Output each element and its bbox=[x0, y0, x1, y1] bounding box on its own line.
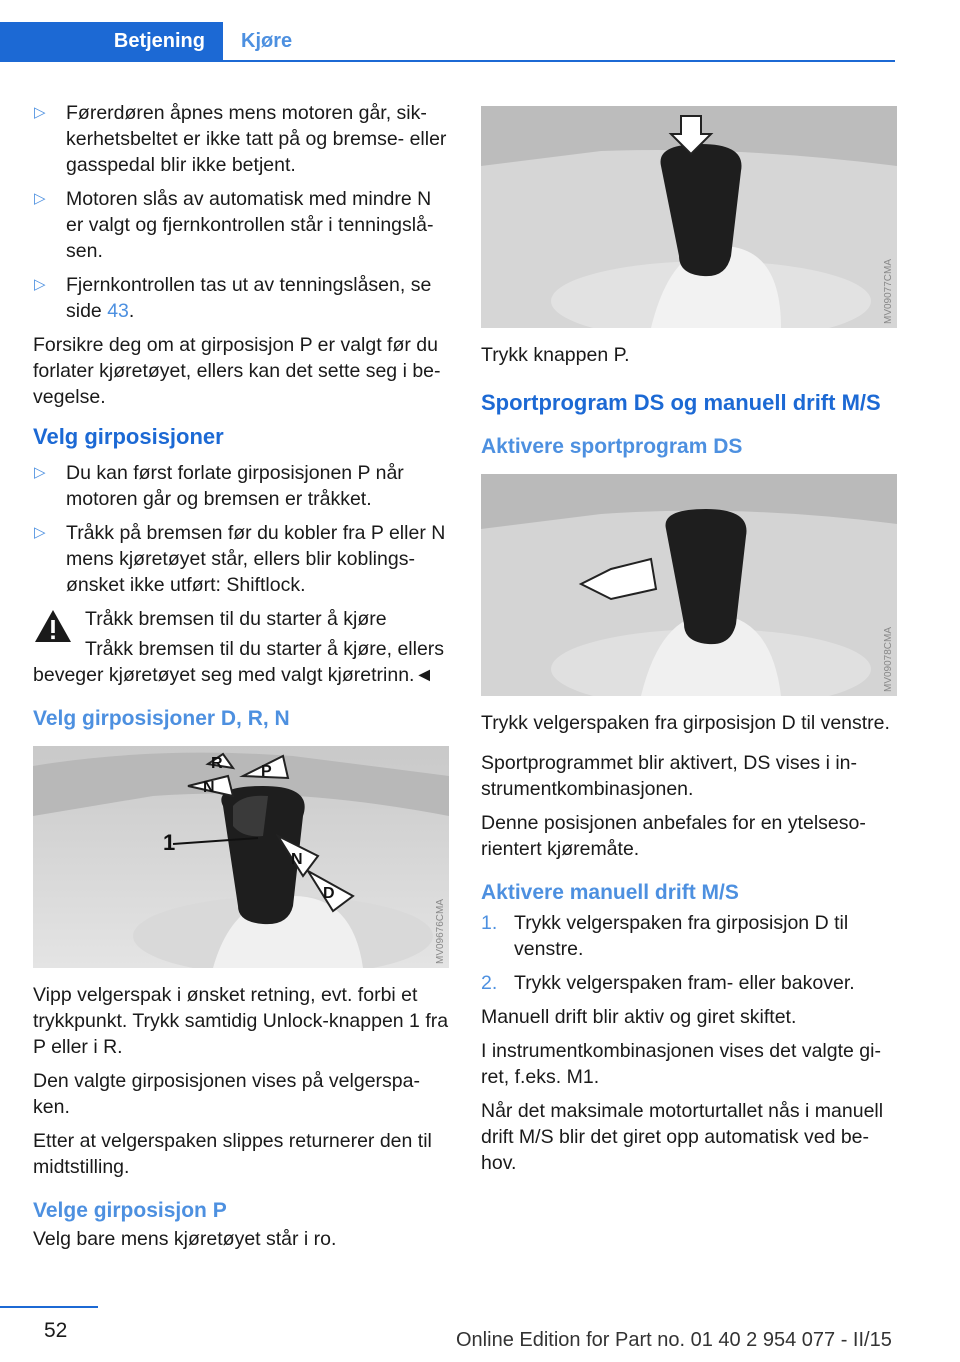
heading-velge-p: Velge girposisjon P bbox=[33, 1199, 227, 1222]
list-item: 2. Trykk velgerspaken fram- eller bakover. bbox=[481, 972, 855, 994]
list-item: ▷ Du kan først forlate girposisjonen P når motoren går og bremsen er tråkket. bbox=[34, 462, 404, 510]
edition-text: Online Edition for Part no. 01 40 2 954 077 - II/15 bbox=[456, 1329, 892, 1351]
img3-code: MV09078CMA bbox=[883, 626, 894, 692]
footer-rule bbox=[0, 1306, 98, 1308]
header-rule bbox=[0, 60, 895, 62]
gear-lever-p-image bbox=[481, 106, 897, 328]
list-item: ▷ Førerdøren åpnes mens motoren går, sikkerhetsbeltet er ikke tatt på og bremse- eller gasspedal blir ikke betjent. bbox=[34, 102, 447, 176]
page-number: 52 bbox=[44, 1319, 68, 1342]
paragraph-ms2: I instrumentkombinasjonen vises det valgte giret, f.eks. M1. bbox=[481, 1040, 881, 1088]
paragraph-ds2: Sportprogrammet blir aktivert, DS vises i instrumentkombinasjonen. bbox=[481, 752, 858, 800]
paragraph-ds3: Denne posisjonen anbefales for en ytelsesorientert kjøremåte. bbox=[481, 812, 866, 860]
img1-label-n-top: N bbox=[203, 779, 215, 796]
bullet-list-conditions bbox=[33, 100, 449, 324]
header-tabs bbox=[0, 22, 895, 62]
list-item: ▷ Tråkk på bremsen før du kobler fra P eller N mens kjøretøyet står, ellers blir koblingsønsket ikke utført: Shiftlock. bbox=[34, 522, 446, 596]
list-item: ▷ Motoren slås av automatisk med mindre N er valgt og fjernkontrollen står i tenningslåsen. bbox=[34, 188, 434, 262]
triangle-bullet-icon: ▷ bbox=[34, 104, 46, 121]
triangle-bullet-icon: ▷ bbox=[34, 190, 46, 207]
step-number: 2. bbox=[481, 972, 498, 994]
list-item: ▷ Fjernkontrollen tas ut av tenningslåsen, se side 43. bbox=[34, 274, 432, 322]
gear-lever-ds-image bbox=[481, 474, 897, 696]
list-item: 1. Trykk velgerspaken fra girposisjon D til venstre. bbox=[481, 912, 849, 960]
callout-1: 1 bbox=[163, 830, 176, 855]
img1-label-r: R bbox=[211, 755, 223, 772]
gear-lever-drn-image bbox=[33, 746, 449, 968]
img1-code: MV09676CMA bbox=[435, 898, 446, 964]
warning-text: Tråkk bremsen til du starter å kjøre, ellers beveger kjøretøyet seg med valgt kjøretrinn.◄ bbox=[33, 638, 445, 686]
warning-block bbox=[33, 606, 449, 632]
heading-sportprogram: Sportprogram DS og manuell drift M/S bbox=[481, 390, 881, 415]
tab-kjore[interactable]: Kjøre bbox=[241, 30, 293, 52]
img1-label-n-bottom: N bbox=[291, 851, 303, 868]
triangle-bullet-icon: ▷ bbox=[34, 524, 46, 541]
right-column bbox=[481, 100, 897, 1184]
paragraph-trykk-p: Trykk knappen P. bbox=[481, 344, 630, 366]
paragraph-ds1: Trykk velgerspaken fra girposisjon D til venstre. bbox=[481, 712, 890, 734]
paragraph-vises: Den valgte girposisjonen vises på velgerspaken. bbox=[33, 1070, 420, 1118]
paragraph-etter: Etter at velgerspaken slippes returnerer den til midtstilling. bbox=[33, 1130, 432, 1178]
paragraph-forsikre: Forsikre deg om at girposisjon P er valgt før du forlater kjøretøyet, ellers kan det sette seg i bevegelse. bbox=[33, 334, 441, 408]
img1-label-p: P bbox=[261, 763, 272, 780]
triangle-bullet-icon: ▷ bbox=[34, 464, 46, 481]
page-link[interactable]: 43 bbox=[107, 300, 129, 322]
img2-code: MV09077CMA bbox=[883, 258, 894, 324]
heading-velg-drn: Velg girposisjoner D, R, N bbox=[33, 707, 290, 730]
img1-label-d: D bbox=[323, 885, 335, 902]
heading-aktivere-ds: Aktivere sportprogram DS bbox=[481, 435, 743, 458]
left-column bbox=[33, 100, 449, 1260]
step-number: 1. bbox=[481, 912, 498, 934]
warning-triangle-icon bbox=[33, 608, 73, 644]
bullet-list-velg bbox=[33, 460, 449, 598]
paragraph-velg-bare: Velg bare mens kjøretøyet står i ro. bbox=[33, 1228, 337, 1250]
steps-list bbox=[481, 910, 897, 996]
paragraph-ms3: Når det maksimale motorturtallet nås i manuell drift M/S blir det giret opp automatisk ved behov. bbox=[481, 1100, 884, 1174]
paragraph-vipp: Vipp velgerspak i ønsket retning, evt. forbi et trykkpunkt. Trykk samtidig Unlock-knappen 1 fra P eller i R. bbox=[33, 984, 449, 1058]
tab-betjening-label: Betjening bbox=[113, 30, 205, 52]
warning-title: Tråkk bremsen til du starter å kjøre bbox=[85, 608, 387, 630]
paragraph-ms1: Manuell drift blir aktiv og giret skiftet. bbox=[481, 1006, 797, 1028]
heading-velg-girposisjoner: Velg girposisjoner bbox=[33, 424, 224, 449]
triangle-bullet-icon: ▷ bbox=[34, 276, 46, 293]
heading-aktivere-ms: Aktivere manuell drift M/S bbox=[481, 881, 739, 904]
tab-betjening[interactable] bbox=[0, 22, 223, 60]
